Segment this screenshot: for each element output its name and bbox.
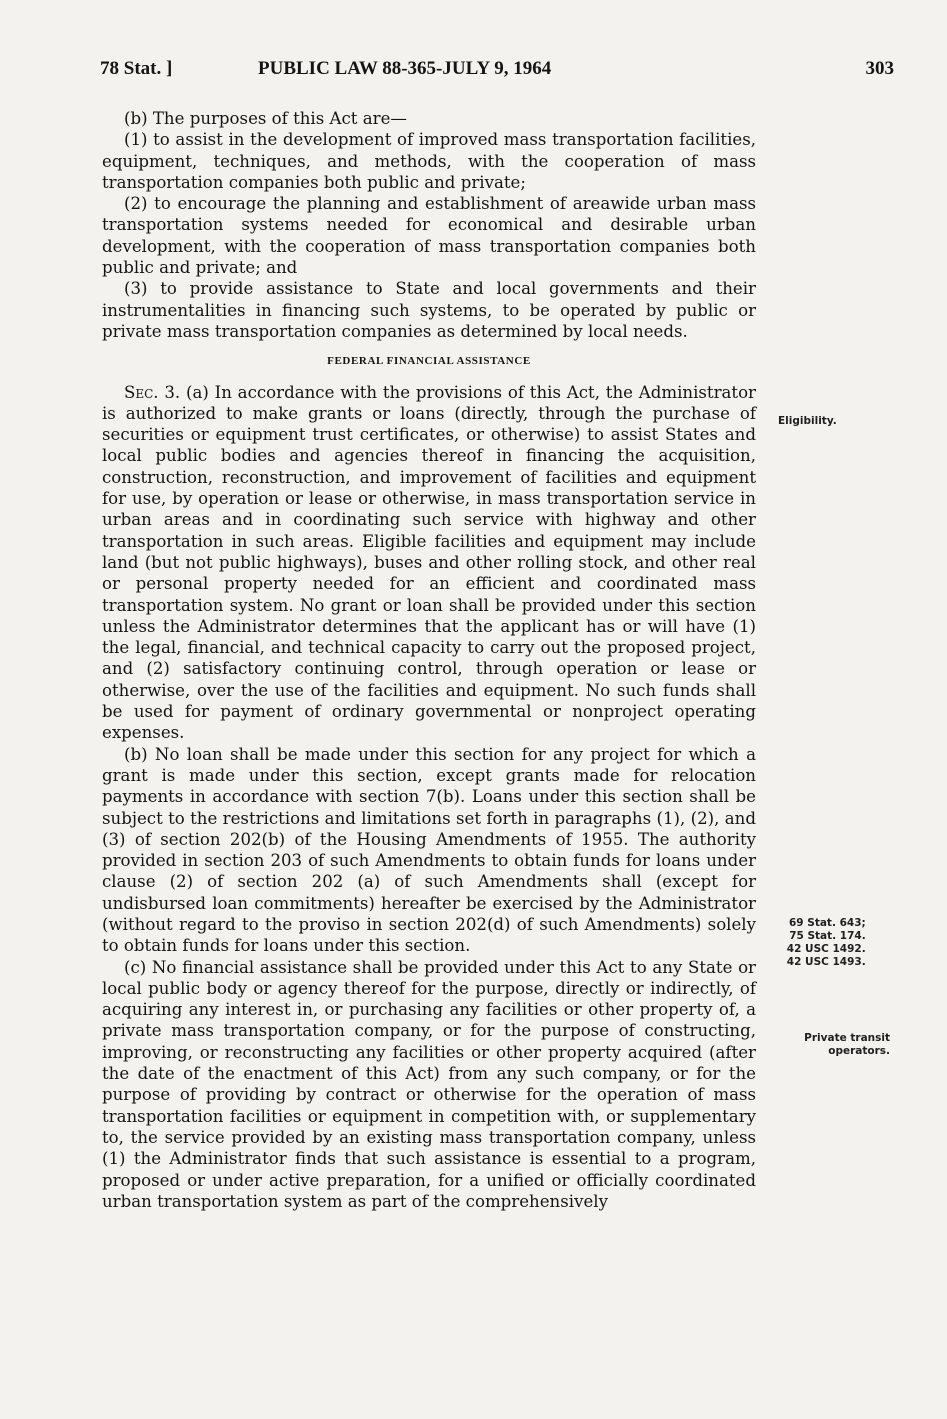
volume-citation: 78 Stat. ] [100, 58, 173, 79]
margin-note-eligibility: Eligibility. [778, 415, 837, 427]
stat-citation-2: 75 Stat. 174. [789, 930, 866, 942]
margin-note-private-transit [770, 1032, 890, 1058]
purposes-intro: (b) The purposes of this Act are— [124, 109, 407, 128]
margin-note-statutes [777, 917, 866, 969]
page-header [100, 58, 906, 86]
section-3-label: Sec. 3. [124, 382, 181, 402]
page-title: PUBLIC LAW 88-365-JULY 9, 1964 [258, 58, 552, 79]
purpose-2: (2) to encourage the planning and establishment of areawide urban mass transportation systems needed for economical and desirable urban development, with the cooperation of mass transportation companies both public and private; and [102, 194, 756, 278]
section-3-a [102, 382, 756, 744]
usc-citation-1: 42 USC 1492. [786, 943, 866, 955]
section-3-a-text: (a) In accordance with the provisions of this Act, the Administrator is authorized to make grants or loans (directly, through the purchase of securities or equipment trust certificates, or otherwise) to assist States and local public bodies and agencies thereof in financing the acquisition, construction, reconstruction, and improvement of facilities and equipment for use, by operation or lease or otherwise, in mass transportation service in urban areas and in coordinating such service with highway and other transportation in such areas. Eligible facilities and equipment may include land (but not public highways), buses and other rolling stock, and other real or personal property needed for an efficient and coordinated mass transportation system. No grant or loan shall be provided under this section unless the Administrator determines that the applicant has or will have (1) the legal, financial, and technical capacity to carry out the proposed project, and (2) satisfactory continuing control, through operation or lease or otherwise, over the use of the facilities and equipment. No such funds shall be used for payment of ordinary governmental or nonproject operating expenses. [102, 382, 756, 743]
stat-citation-1: 69 Stat. 643; [789, 917, 866, 929]
section-3-c: (c) No financial assistance shall be provided under this Act to any State or local public body or agency thereof for the purpose, directly or indirectly, of acquiring any interest in, or purchasing any facilities or other property of, a private mass transportation company, or for the purpose of constructing, improving, or reconstructing any facilities or other property acquired (after the date of the enactment of this Act) from any such company, or for the purpose of providing by contract or otherwise for the operation of mass transportation facilities or equipment in competition with, or supplementary to, the service provided by an existing mass transportation company, unless (1) the Administrator finds that such assistance is essential to a program, proposed or under active preparation, for a unified or officially coordinated urban transportation system as part of the comprehensively [102, 957, 756, 1211]
private-note-line-1: Private transit [804, 1032, 890, 1044]
body-text [102, 108, 756, 1212]
purpose-3: (3) to provide assistance to State and local governments and their instrumentalities in financing such systems, to be operated by public or private mass transportation companies as determined by local needs. [102, 279, 756, 341]
usc-citation-2: 42 USC 1493. [786, 956, 866, 968]
purpose-1: (1) to assist in the development of improved mass transportation facilities, equipment, techniques, and methods, with the cooperation of mass transportation companies both public and private; [102, 130, 756, 192]
private-note-line-2: operators. [828, 1045, 890, 1057]
page-number: 303 [865, 58, 894, 79]
section-3-b: (b) No loan shall be made under this section for any project for which a grant is made under this section, except grants made for relocation payments in accordance with section 7(b). Loans under this section shall be subject to the restrictions and limitations set forth in paragraphs (1), (2), and (3) of section 202(b) of the Housing Amendments of 1955. The authority provided in section 203 of such Amendments to obtain funds for loans under clause (2) of section 202 (a) of such Amendments shall (except for undisbursed loan commitments) hereafter be exercised by the Administrator (without regard to the proviso in section 202(d) of such Amendments) solely to obtain funds for loans under this section. [102, 744, 756, 956]
section-heading: FEDERAL FINANCIAL ASSISTANCE [327, 355, 531, 368]
